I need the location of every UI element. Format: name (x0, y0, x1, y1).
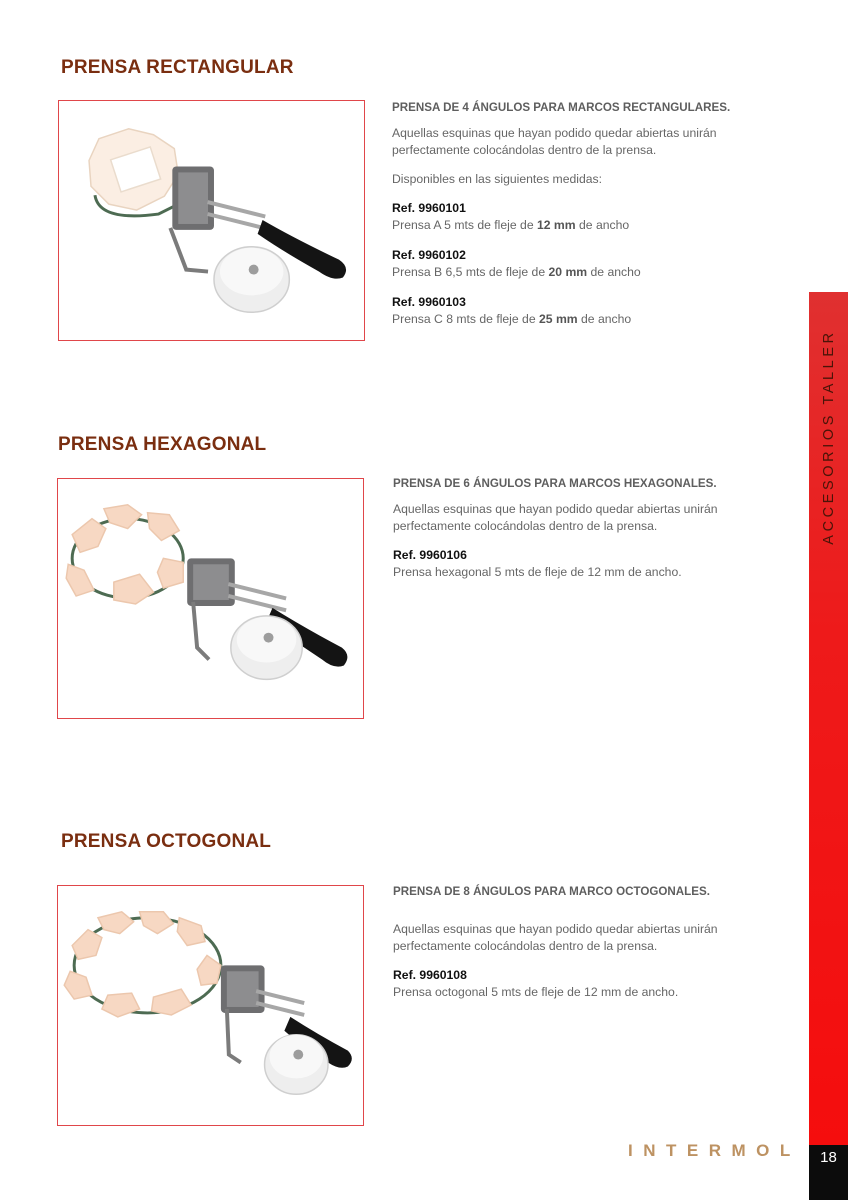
reference-item (393, 547, 773, 581)
product-image-rectangular (58, 100, 365, 341)
hexagonal-clamp-illustration (58, 479, 363, 718)
reference-text: Prensa hexagonal 5 mts de fleje de 12 mm de ancho. (393, 565, 682, 579)
reference-text: Prensa octogonal 5 mts de fleje de 12 mm de ancho. (393, 985, 679, 999)
reference-text-end: de ancho (587, 265, 641, 279)
product-description: Aquellas esquinas que hayan podido quedar abiertas unirán perfectamente colocándolas dentro de la prensa. (393, 502, 718, 533)
product-heading: PRENSA DE 8 ÁNGULOS PARA MARCO OCTOGONALES. (393, 885, 710, 898)
product-description: Aquellas esquinas que hayan podido quedar abiertas unirán perfectamente colocándolas dentro de la prensa. (392, 126, 717, 157)
reference-width: 12 mm (536, 218, 576, 232)
availability-text: Disponibles en las siguientes medidas: (392, 172, 603, 186)
product-description-octagonal (393, 883, 773, 1001)
product-description-rectangular (392, 99, 772, 328)
octagonal-clamp-illustration (58, 886, 363, 1125)
reference-text-start: Prensa A 5 mts de fleje de (392, 218, 537, 232)
product-image-hexagonal (57, 478, 364, 719)
section-title-rectangular: PRENSA RECTANGULAR (61, 57, 294, 78)
reference-item (392, 294, 772, 328)
brand-name: INTERMOL (628, 1141, 801, 1160)
reference-code: Ref. 9960108 (393, 968, 467, 982)
reference-text-start: Prensa C 8 mts de fleje de (392, 312, 539, 326)
reference-width: 20 mm (548, 265, 588, 279)
reference-code: Ref. 9960103 (392, 295, 466, 309)
reference-item (393, 967, 773, 1001)
category-sidebar-label: ACCESORIOS TALLER (820, 329, 837, 545)
product-heading: PRENSA DE 6 ÁNGULOS PARA MARCOS HEXAGONALES. (393, 477, 717, 490)
reference-width: 25 mm (539, 312, 578, 326)
reference-text-end: de ancho (577, 312, 632, 326)
category-sidebar-label-wrap (809, 292, 848, 592)
reference-code: Ref. 9960102 (392, 248, 466, 262)
rectangular-clamp-illustration (59, 101, 364, 340)
reference-code: Ref. 9960106 (393, 548, 467, 562)
reference-code: Ref. 9960101 (392, 201, 466, 215)
section-title-octagonal: PRENSA OCTOGONAL (61, 831, 272, 852)
reference-text-end: de ancho (575, 218, 630, 232)
reference-item (392, 200, 772, 234)
product-image-octagonal (57, 885, 364, 1126)
reference-item (392, 247, 772, 281)
product-description-hexagonal (393, 475, 773, 581)
section-title-hexagonal: PRENSA HEXAGONAL (58, 434, 267, 455)
product-heading: PRENSA DE 4 ÁNGULOS PARA MARCOS RECTANGULARES. (392, 101, 731, 114)
reference-text-start: Prensa B 6,5 mts de fleje de (392, 265, 549, 279)
product-description: Aquellas esquinas que hayan podido quedar abiertas unirán perfectamente colocándolas dentro de la prensa. (393, 922, 718, 953)
page-number: 18 (820, 1149, 837, 1166)
